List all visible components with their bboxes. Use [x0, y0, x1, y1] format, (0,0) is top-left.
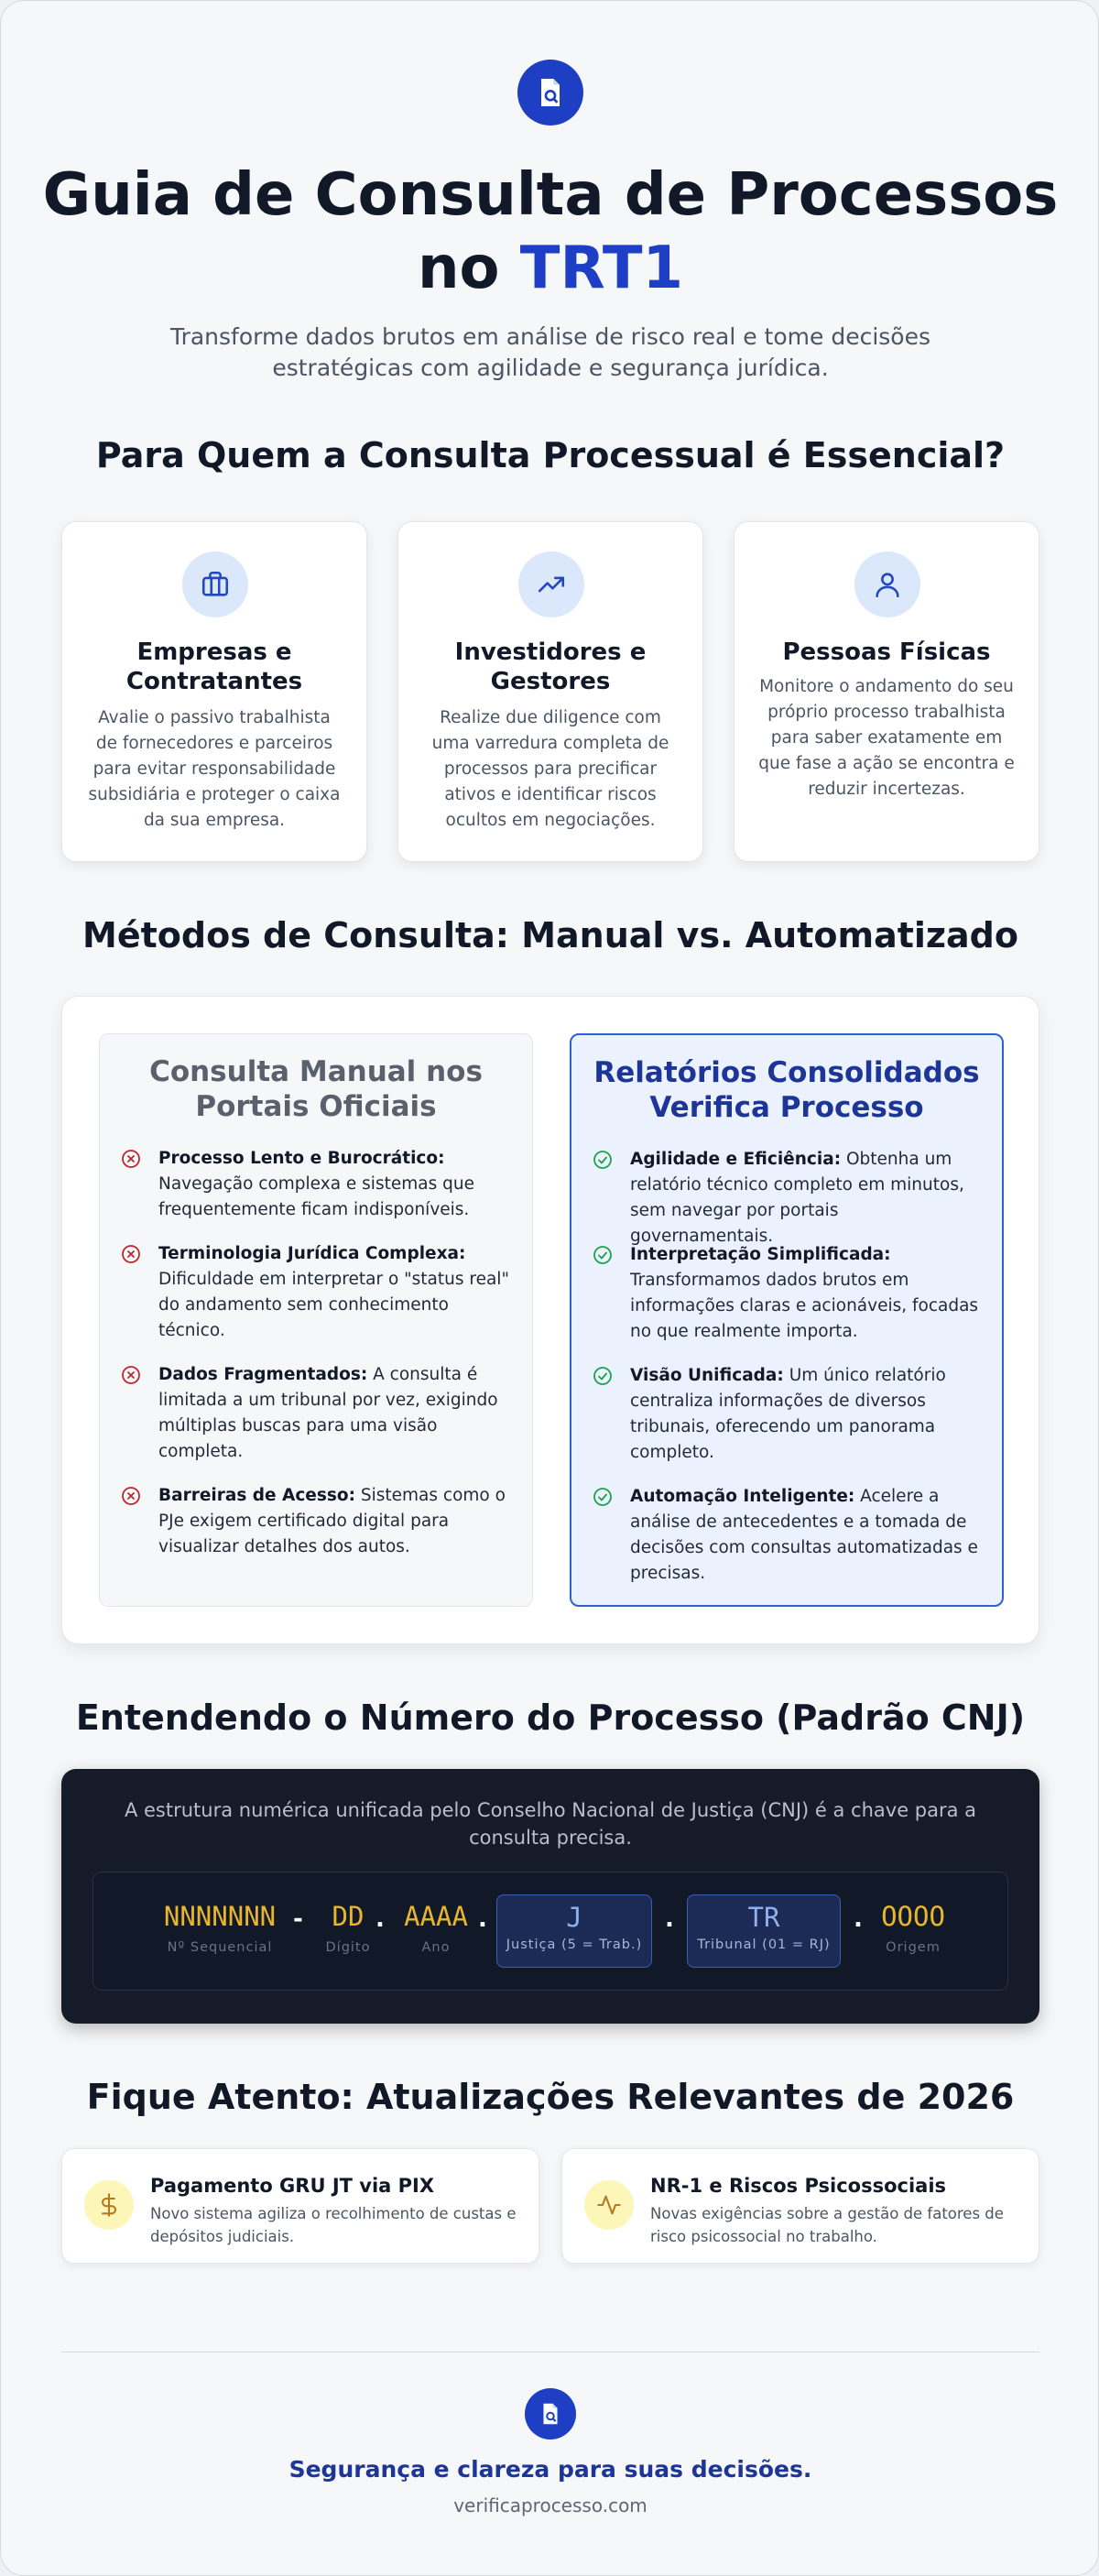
- segment-label: Justiça (5 = Trab.): [506, 1937, 643, 1952]
- footer-tagline: Segurança e clareza para suas decisões.: [288, 2456, 812, 2483]
- item-text: Acelere a análise de antecedentes e a tomada de decisões com consultas automatizadas e precisas.: [630, 1487, 978, 1583]
- segment-label: Origem: [886, 1940, 941, 1955]
- segment-label: Tribunal (01 = RJ): [697, 1937, 831, 1952]
- x-circle-icon: [120, 1243, 142, 1265]
- cnj-segment-year: [392, 1900, 480, 1955]
- cnj-separator: .: [665, 1905, 674, 1933]
- item-heading: Interpretação Simplificada:: [630, 1245, 891, 1264]
- document-search-icon: [517, 60, 583, 126]
- cnj-segment-digit: [311, 1900, 385, 1955]
- item-text: Sistemas como o PJe exigem certificado digital para visualizar detalhes dos autos.: [158, 1486, 506, 1556]
- audience-card-companies: [61, 521, 367, 862]
- check-circle-icon: [592, 1486, 614, 1508]
- update-title: NR-1 e Riscos Psicossociais: [650, 2175, 947, 2197]
- activity-pulse-icon: [584, 2180, 634, 2230]
- page-subtitle: Transforme dados brutos em análise de risco real e tome decisões estratégicas com agilidade e segurança jurídica.: [169, 323, 930, 381]
- item-text: Um único relatório centraliza informações de diversos tribunais, oferecendo um panorama completo.: [630, 1366, 946, 1462]
- automated-method-title: Relatórios Consolidados Verifica Processo: [593, 1056, 980, 1124]
- segment-code: DD: [332, 1901, 365, 1932]
- cnj-separator: .: [375, 1905, 385, 1933]
- document-search-icon: [525, 2388, 576, 2440]
- cnj-separator: -: [293, 1905, 303, 1933]
- title-accent: TRT1: [519, 235, 684, 302]
- x-circle-icon: [120, 1148, 142, 1170]
- card-description: Realize due diligence com uma varredura completa de processos para precificar ativos e identificar riscos ocultos em negociações.: [431, 708, 669, 830]
- cnj-intro: A estrutura numérica unificada pelo Conselho Nacional de Justiça (CNJ) é a chave para a consulta precisa.: [124, 1799, 977, 1849]
- segment-code: J: [566, 1902, 582, 1933]
- cnj-separator: .: [478, 1905, 487, 1933]
- item-text: Dificuldade em interpretar o "status real" do andamento sem conhecimento técnico.: [158, 1270, 509, 1340]
- item-text: Transformamos dados brutos em informações claras e acionáveis, focadas no que realmente importa.: [630, 1271, 979, 1341]
- item-heading: Terminologia Jurídica Complexa:: [158, 1244, 466, 1263]
- item-heading: Automação Inteligente:: [630, 1487, 855, 1506]
- item-heading: Barreiras de Acesso:: [158, 1486, 355, 1505]
- audience-section-title: Para Quem a Consulta Processual é Essencial?: [95, 435, 1006, 475]
- item-text: Obtenha um relatório técnico completo em minutos, sem navegar por portais governamentais.: [630, 1150, 964, 1246]
- title-prefix: no: [417, 235, 520, 302]
- update-card-pix: [61, 2148, 539, 2264]
- card-description: Monitore o andamento do seu próprio processo trabalhista para saber exatamente em que fase a ação se encontra e reduzir incertezas.: [758, 677, 1015, 799]
- cnj-panel: [61, 1769, 1039, 2024]
- segment-code: TR: [747, 1902, 780, 1933]
- footer-site-link[interactable]: verificaprocesso.com: [453, 2494, 647, 2516]
- item-heading: Processo Lento e Burocrático:: [158, 1149, 445, 1168]
- x-circle-icon: [120, 1485, 142, 1507]
- audience-card-individuals: [734, 521, 1039, 862]
- card-title: Pessoas Físicas: [782, 639, 991, 666]
- segment-label: Dígito: [325, 1940, 371, 1955]
- update-card-nr1: [561, 2148, 1039, 2264]
- item-heading: Agilidade e Eficiência:: [630, 1150, 842, 1169]
- item-heading: Visão Unificada:: [630, 1366, 784, 1385]
- check-circle-icon: [592, 1365, 614, 1387]
- updates-section-title: Fique Atento: Atualizações Relevantes de 2026: [86, 2077, 1015, 2117]
- title-line-1: Guia de Consulta de Processos: [42, 161, 1059, 229]
- cnj-segment-tribunal: [687, 1894, 841, 1968]
- trending-up-icon: [518, 551, 584, 617]
- segment-code: OOOO: [881, 1901, 945, 1932]
- card-title: Investidores e Gestores: [454, 639, 647, 695]
- methods-comparison: [61, 996, 1039, 1644]
- dollar-icon: [84, 2180, 134, 2230]
- cnj-number-structure: [92, 1872, 1008, 1991]
- audience-card-investors: [397, 521, 703, 862]
- item-text: Navegação complexa e sistemas que frequentemente ficam indisponíveis.: [158, 1174, 474, 1219]
- card-title: Empresas e Contratantes: [125, 639, 303, 695]
- item-heading: Dados Fragmentados:: [158, 1365, 368, 1384]
- manual-method-column: [99, 1033, 533, 1607]
- cnj-segment-sequential: [156, 1900, 284, 1955]
- check-circle-icon: [592, 1244, 614, 1266]
- cnj-segment-origin: [870, 1900, 956, 1955]
- x-circle-icon: [120, 1364, 142, 1386]
- update-description: Novas exigências sobre a gestão de fatores de risco psicossocial no trabalho.: [650, 2205, 1004, 2245]
- segment-label: Ano: [421, 1940, 451, 1955]
- user-icon: [854, 551, 920, 617]
- segment-label: Nº Sequencial: [167, 1940, 273, 1955]
- automated-method-column: [570, 1033, 1004, 1607]
- segment-code: NNNNNNN: [163, 1901, 277, 1932]
- page-title: [38, 158, 1063, 305]
- item-text: A consulta é limitada a um tribunal por vez, exigindo múltiplas buscas para uma visão completa.: [158, 1365, 498, 1461]
- update-description: Novo sistema agiliza o recolhimento de custas e depósitos judiciais.: [150, 2205, 517, 2245]
- segment-code: AAAA: [404, 1901, 468, 1932]
- cnj-section-title: Entendendo o Número do Processo (Padrão CNJ): [75, 1697, 1026, 1738]
- cnj-separator: .: [854, 1905, 863, 1933]
- card-description: Avalie o passivo trabalhista de fornecedores e parceiros para evitar responsabilidade subsidiária e proteger o caixa da sua empresa.: [88, 708, 341, 830]
- cnj-segment-justice: [496, 1894, 652, 1968]
- check-circle-icon: [592, 1149, 614, 1171]
- update-title: Pagamento GRU JT via PIX: [150, 2175, 435, 2197]
- methods-section-title: Métodos de Consulta: Manual vs. Automatizado: [82, 915, 1018, 955]
- briefcase-icon: [182, 551, 248, 617]
- manual-method-title: Consulta Manual nos Portais Oficiais: [149, 1055, 483, 1123]
